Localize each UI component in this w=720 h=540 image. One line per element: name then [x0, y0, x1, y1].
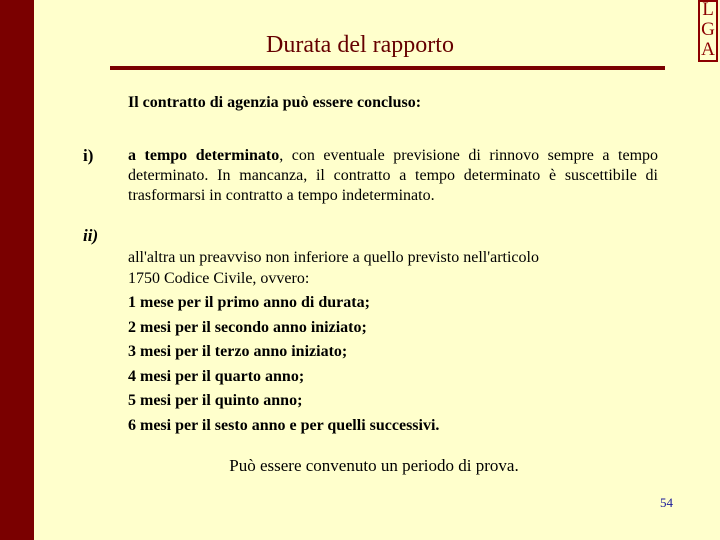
logo-letter: A — [701, 39, 715, 60]
schedule-line: 4 mesi per il quarto anno; — [128, 367, 305, 385]
item-i-marker: i) — [83, 146, 94, 165]
schedule-line: 5 mesi per il quinto anno; — [128, 392, 303, 409]
slide-title: Durata del rapporto — [266, 32, 454, 58]
trial-period-note: Può essere convenuto un periodo di prova. — [229, 456, 519, 475]
item-ii-marker: ii) — [83, 226, 99, 245]
logo-letter: G — [701, 19, 715, 40]
item-i-paragraph — [128, 146, 658, 206]
item-ii-line: 1750 Codice Civile, ovvero: — [128, 269, 310, 287]
item-i-text: , con eventuale previsione di rinnovo sempre a tempo determinato. In mancanza, il contratto a tempo determinato è suscettibile di trasformarsi in contratto a tempo indeterminato. — [128, 147, 659, 204]
schedule-line: 3 mesi per il terzo anno iniziato; — [128, 343, 348, 360]
title-underline — [110, 66, 665, 70]
schedule-line: 6 mesi per il sesto anno e per quelli successivi. — [128, 416, 440, 434]
item-i-bold-lead: a tempo determinato — [128, 147, 280, 164]
schedule-line: 1 mese per il primo anno di durata; — [128, 294, 370, 311]
schedule-line: 2 mesi per il secondo anno iniziato; — [128, 318, 367, 336]
page-number: 54 — [660, 495, 673, 510]
item-ii-line: all'altra un preavviso non inferiore a quello previsto nell'articolo — [128, 249, 539, 266]
intro-text: Il contratto di agenzia può essere concluso: — [128, 94, 422, 111]
logo-letter: L — [702, 0, 714, 20]
item-ii-content — [128, 246, 663, 438]
